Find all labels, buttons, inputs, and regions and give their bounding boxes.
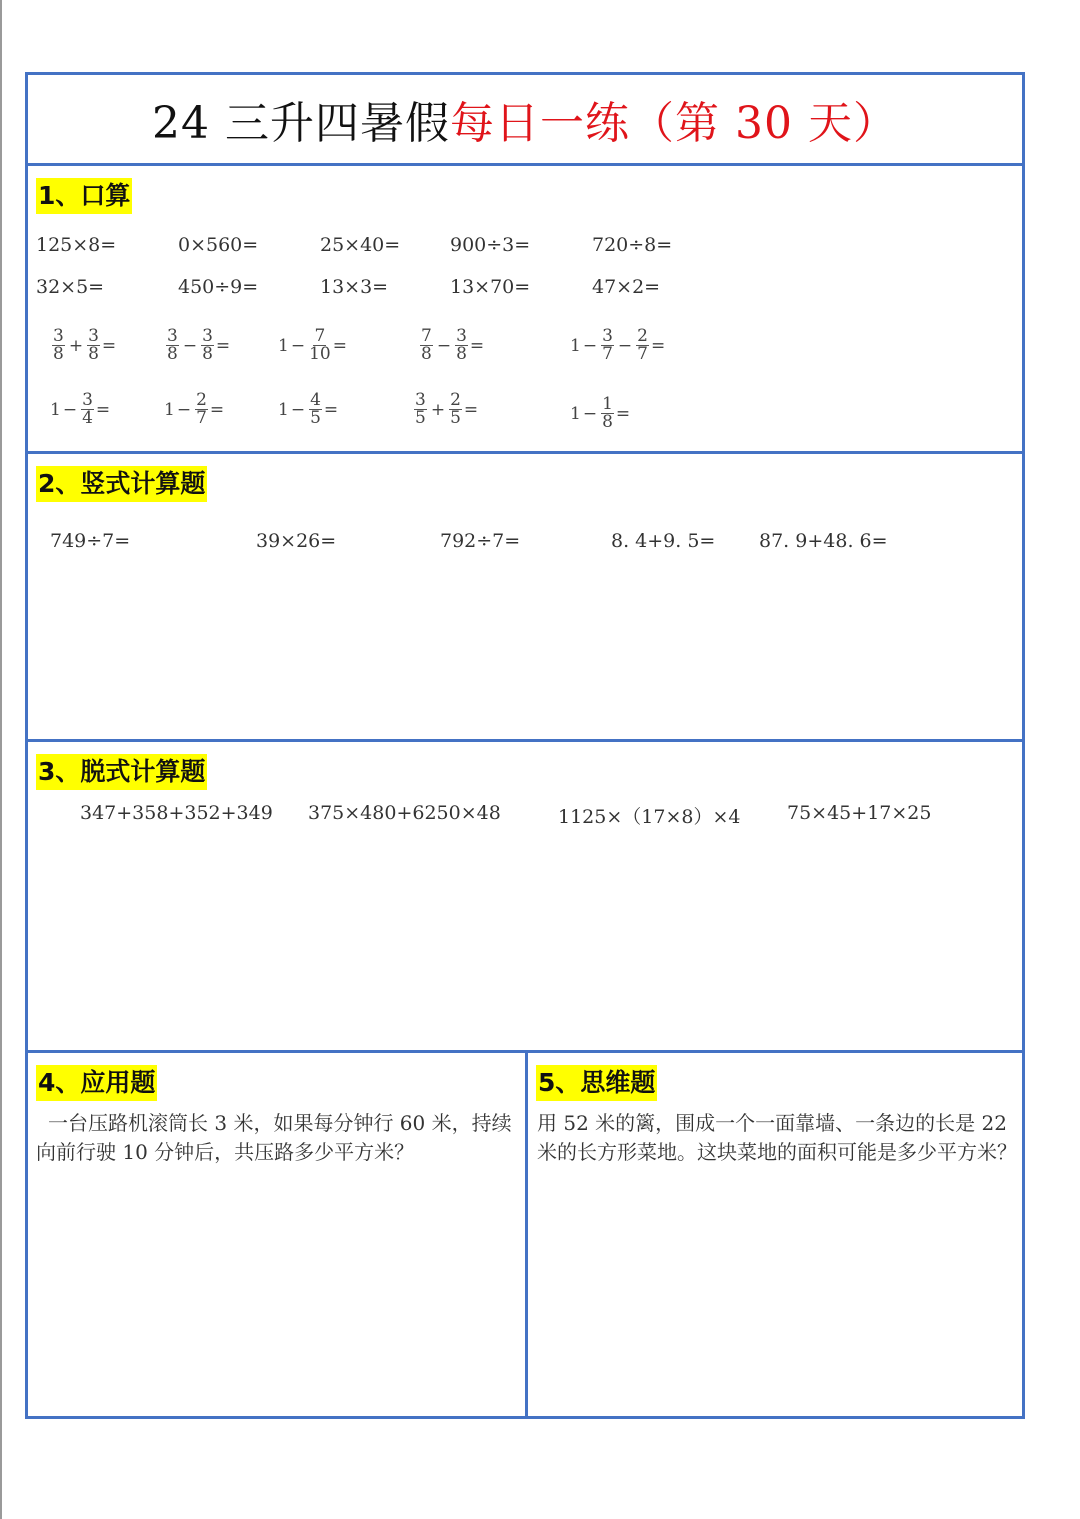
fraction-problem: 1 − $\frac{2}{7}$ = xyxy=(164,390,225,428)
fraction-problem: 1 − $\frac{3}{4}$ = xyxy=(50,390,111,428)
title-highlight: 每日一练（第 30 天） xyxy=(450,98,898,149)
problem: 375×480+6250×48 xyxy=(308,802,501,824)
word-problem: 一台压路机滚筒长 3 米，如果每分钟行 60 米，持续向前行驶 10 分钟后，共压路多少平方米？ xyxy=(36,1111,512,1164)
problem: 47×2= xyxy=(592,276,661,298)
problem: 0×560= xyxy=(178,234,259,256)
problem: 900÷3= xyxy=(450,234,531,256)
fraction-problem: 3 5 + $\frac{2}{5}$ = xyxy=(415,390,479,428)
problem: 450÷9= xyxy=(178,276,259,298)
problem: 39×26= xyxy=(256,530,337,552)
problem: 1125×（17×8）×4 xyxy=(558,806,741,828)
problem: 8. 4+9. 5= xyxy=(611,530,716,552)
section-stepwise-calc xyxy=(28,742,1022,1053)
problem: 87. 9+48. 6= xyxy=(759,530,888,552)
problem: 792÷7= xyxy=(440,530,521,552)
section-3-header: 3、脱式计算题 xyxy=(36,754,207,790)
section-5-header: 5、思维题 xyxy=(536,1065,657,1101)
fraction-problem: 3 8 − $\frac{3}{8}$ = xyxy=(167,326,231,364)
section-2-header: 2、竖式计算题 xyxy=(36,466,207,502)
section-mental-math xyxy=(28,166,1022,454)
title-row xyxy=(28,75,1022,166)
page-title xyxy=(28,87,1022,151)
section-4-header: 4、应用题 xyxy=(36,1065,157,1101)
bottom-row xyxy=(28,1053,1022,1416)
worksheet xyxy=(25,72,1025,1419)
fraction-problem: 3 8 + $\frac{3}{8}$ = xyxy=(53,326,117,364)
section-1-header: 1、口算 xyxy=(36,178,132,214)
fraction-problem: 1 − $\frac{4}{5}$ = xyxy=(278,390,339,428)
page-edge xyxy=(0,0,2,1519)
section-vertical-calc xyxy=(28,454,1022,742)
problem: 13×3= xyxy=(320,276,389,298)
problem: 75×45+17×25 xyxy=(787,802,932,824)
problem: 749÷7= xyxy=(50,530,131,552)
fraction-problem: 1 − $\frac{1}{8}$ = xyxy=(570,394,631,432)
title-main: 24 三升四暑假 xyxy=(152,98,450,149)
thinking-problem: 用 52 米的篱，围成一个一面靠墙、一条边的长是 22 米的长方形菜地。这块菜地的面积可能是多少平方米？ xyxy=(537,1111,1017,1164)
fraction-problem: 1 − $\frac{7}{10}$ = xyxy=(278,326,347,364)
fraction-problem: 7 8 − $\frac{3}{8}$ = xyxy=(421,326,485,364)
problem: 125×8= xyxy=(36,234,117,256)
problem: 720÷8= xyxy=(592,234,673,256)
fraction-problem: 1 − $\frac{3}{7}$ − $\frac{2}{7}$ = xyxy=(570,326,666,364)
problem: 347+358+352+349 xyxy=(80,802,273,824)
problem: 13×70= xyxy=(450,276,531,298)
column-divider xyxy=(525,1053,528,1416)
problem: 25×40= xyxy=(320,234,401,256)
problem: 32×5= xyxy=(36,276,105,298)
